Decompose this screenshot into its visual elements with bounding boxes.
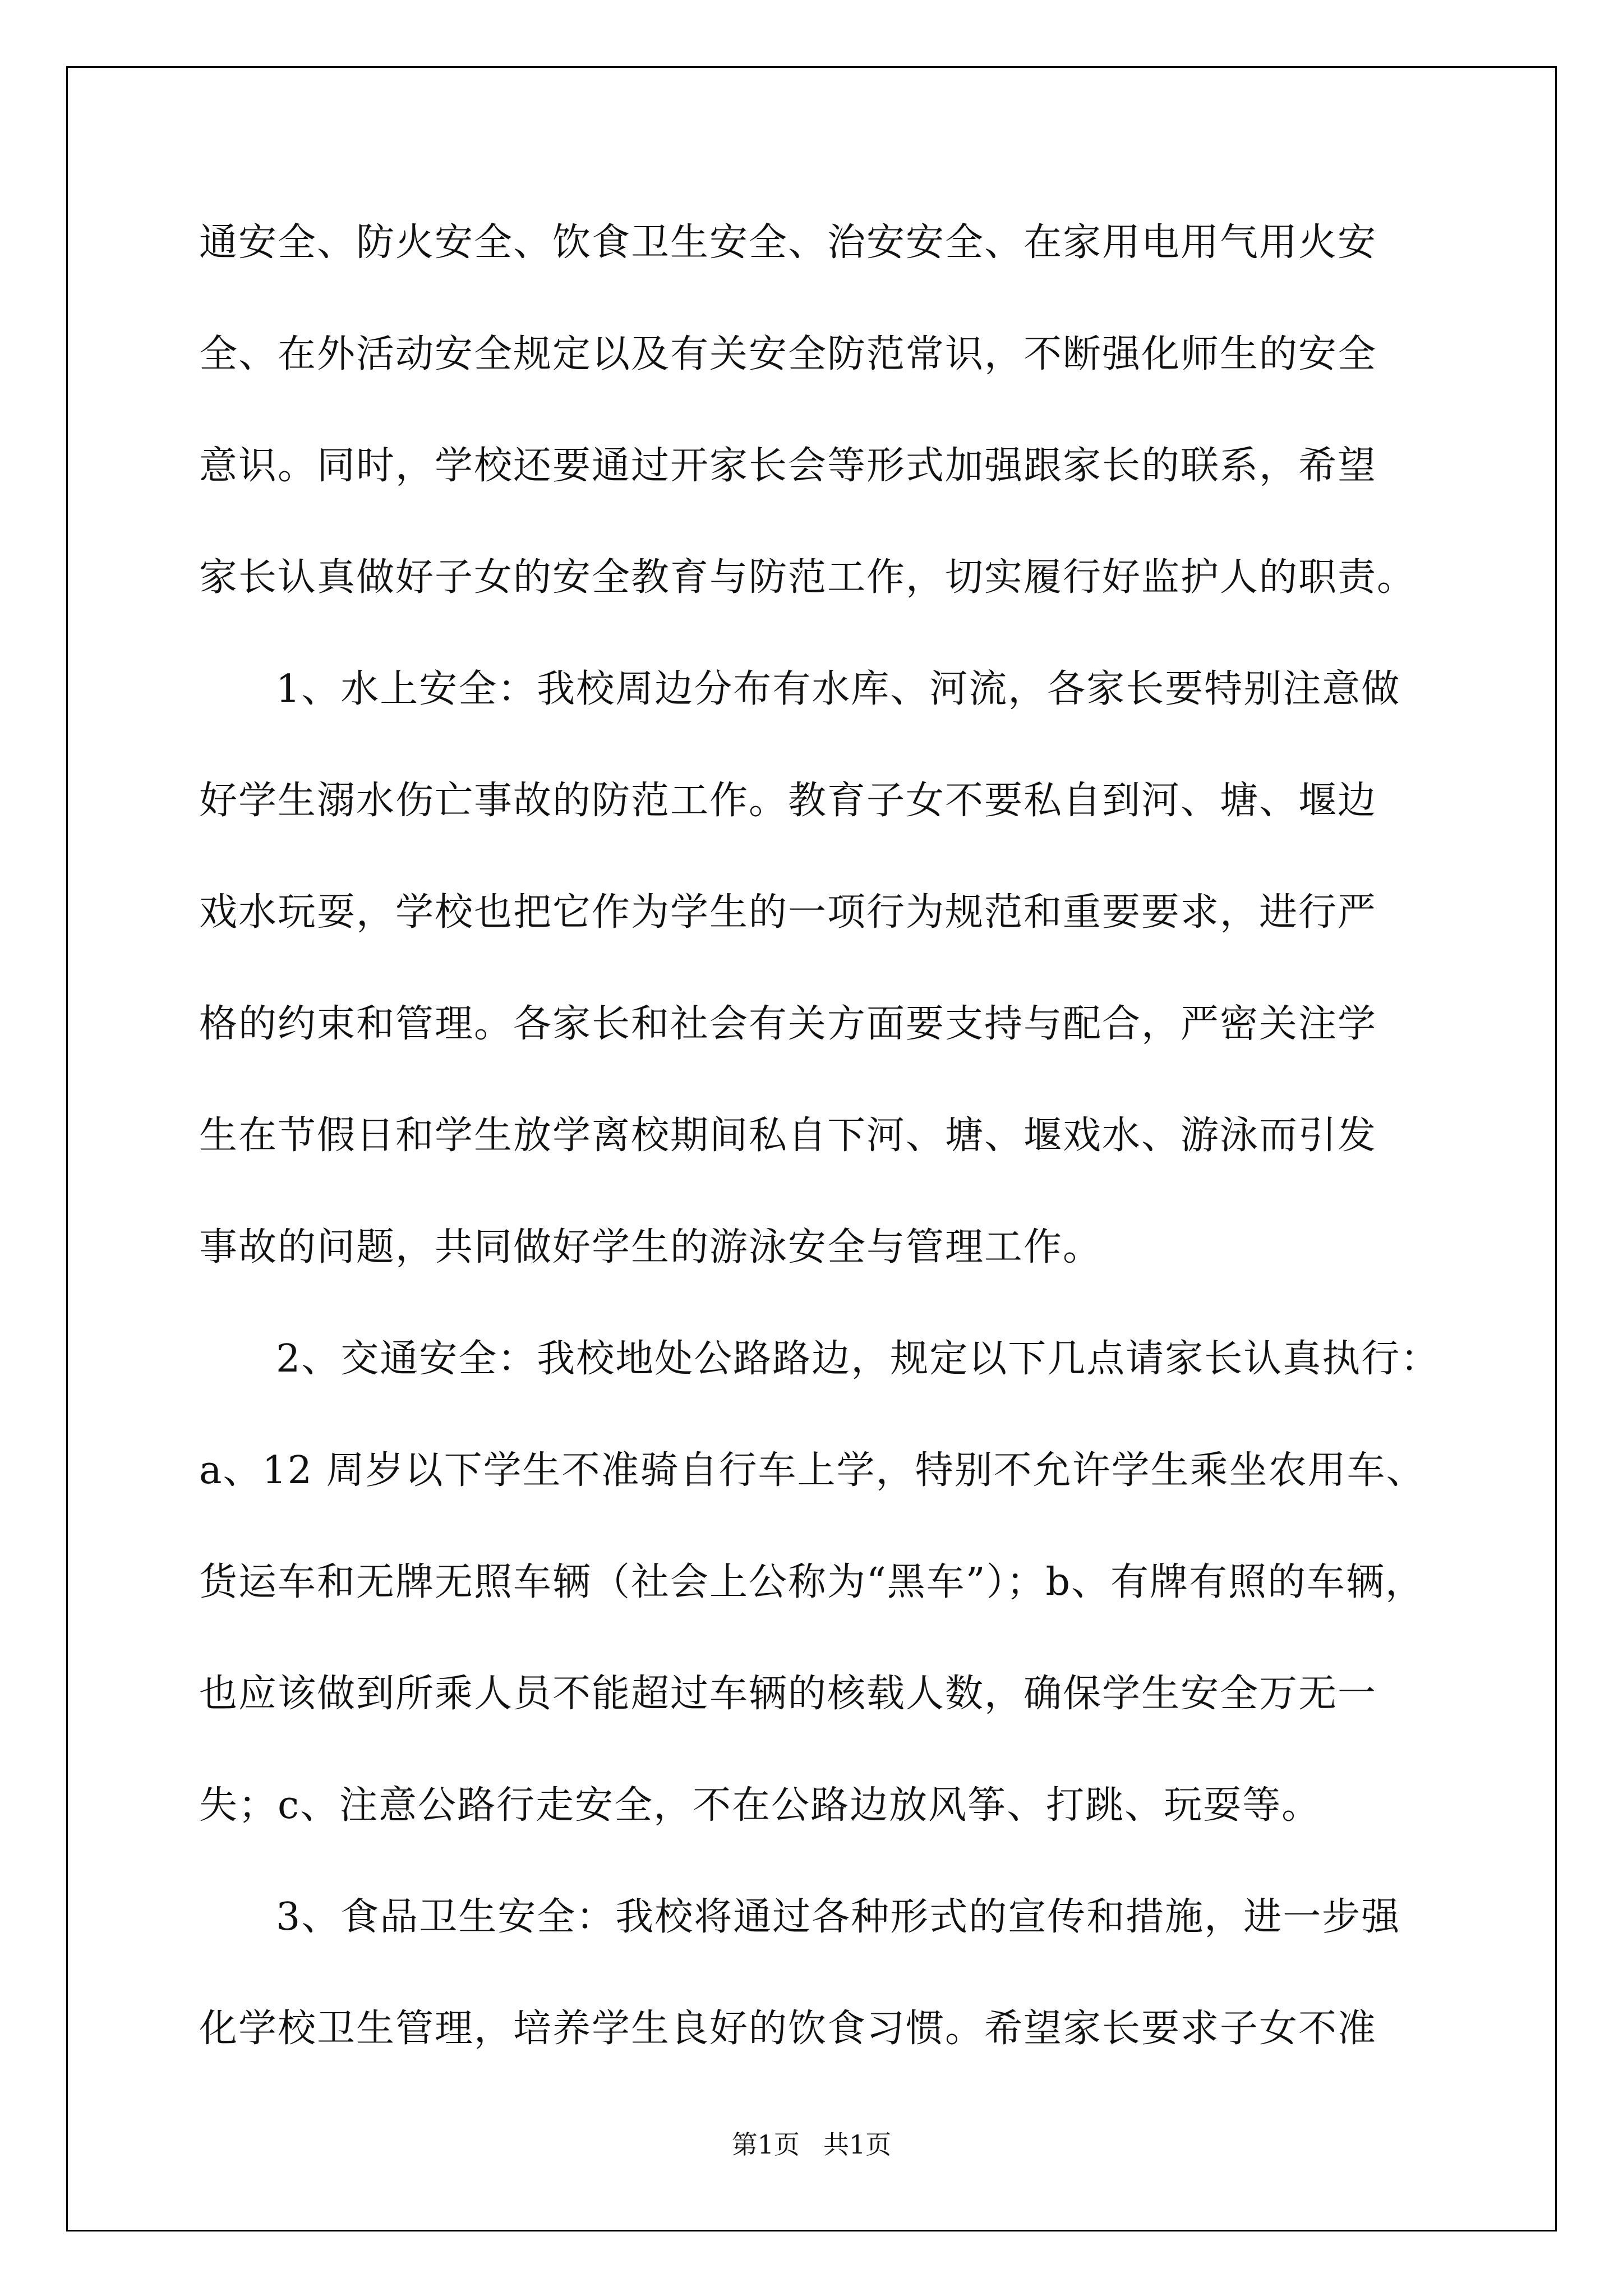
page-footer xyxy=(0,2129,1623,2160)
paragraph-start-line: 3、食品卫生安全：我校将通过各种形式的宣传和措施，进一步强 xyxy=(276,1895,1401,1939)
body-line: 事故的问题，共同做好学生的游泳安全与管理工作。 xyxy=(199,1225,1103,1269)
body-line: 生在节假日和学生放学离校期间私自下河、塘、堰戏水、游泳而引发 xyxy=(199,1114,1377,1158)
body-line: 货运车和无牌无照车辆（社会上公称为“黑车”）；b、有牌有照的车辆， xyxy=(199,1560,1425,1604)
body-line: 家长认真做好子女的安全教育与防范工作，切实履行好监护人的职责。 xyxy=(199,555,1417,600)
page-number-current: 第1页 xyxy=(731,2129,800,2160)
paragraph-start-line: 2、交通安全：我校地处公路路边，规定以下几点请家长认真执行： xyxy=(276,1337,1440,1381)
body-line: 失；c、注意公路行走安全，不在公路边放风筝、打跳、玩耍等。 xyxy=(199,1783,1321,1828)
body-line: 化学校卫生管理，培养学生良好的饮食习惯。希望家长要求子女不准 xyxy=(199,2007,1377,2051)
body-line: 戏水玩耍，学校也把它作为学生的一项行为规范和重要要求，进行严 xyxy=(199,890,1377,935)
paragraph-start-line: 1、水上安全：我校周边分布有水库、河流，各家长要特别注意做 xyxy=(276,667,1401,711)
body-line: 好学生溺水伤亡事故的防范工作。教育子女不要私自到河、塘、堰边 xyxy=(199,779,1377,823)
page-number-total: 共1页 xyxy=(823,2129,892,2160)
body-line: 格的约束和管理。各家长和社会有关方面要支持与配合，严密关注学 xyxy=(199,1002,1377,1046)
body-line: 全、在外活动安全规定以及有关安全防范常识，不断强化师生的安全 xyxy=(199,332,1377,376)
body-line: 通安全、防火安全、饮食卫生安全、治安安全、在家用电用气用火安 xyxy=(199,220,1377,265)
body-line: a、12 周岁以下学生不准骑自行车上学，特别不允许学生乘坐农用车、 xyxy=(199,1448,1426,1493)
body-line: 也应该做到所乘人员不能超过车辆的核载人数，确保学生安全万无一 xyxy=(199,1672,1377,1716)
body-line: 意识。同时，学校还要通过开家长会等形式加强跟家长的联系，希望 xyxy=(199,444,1377,488)
